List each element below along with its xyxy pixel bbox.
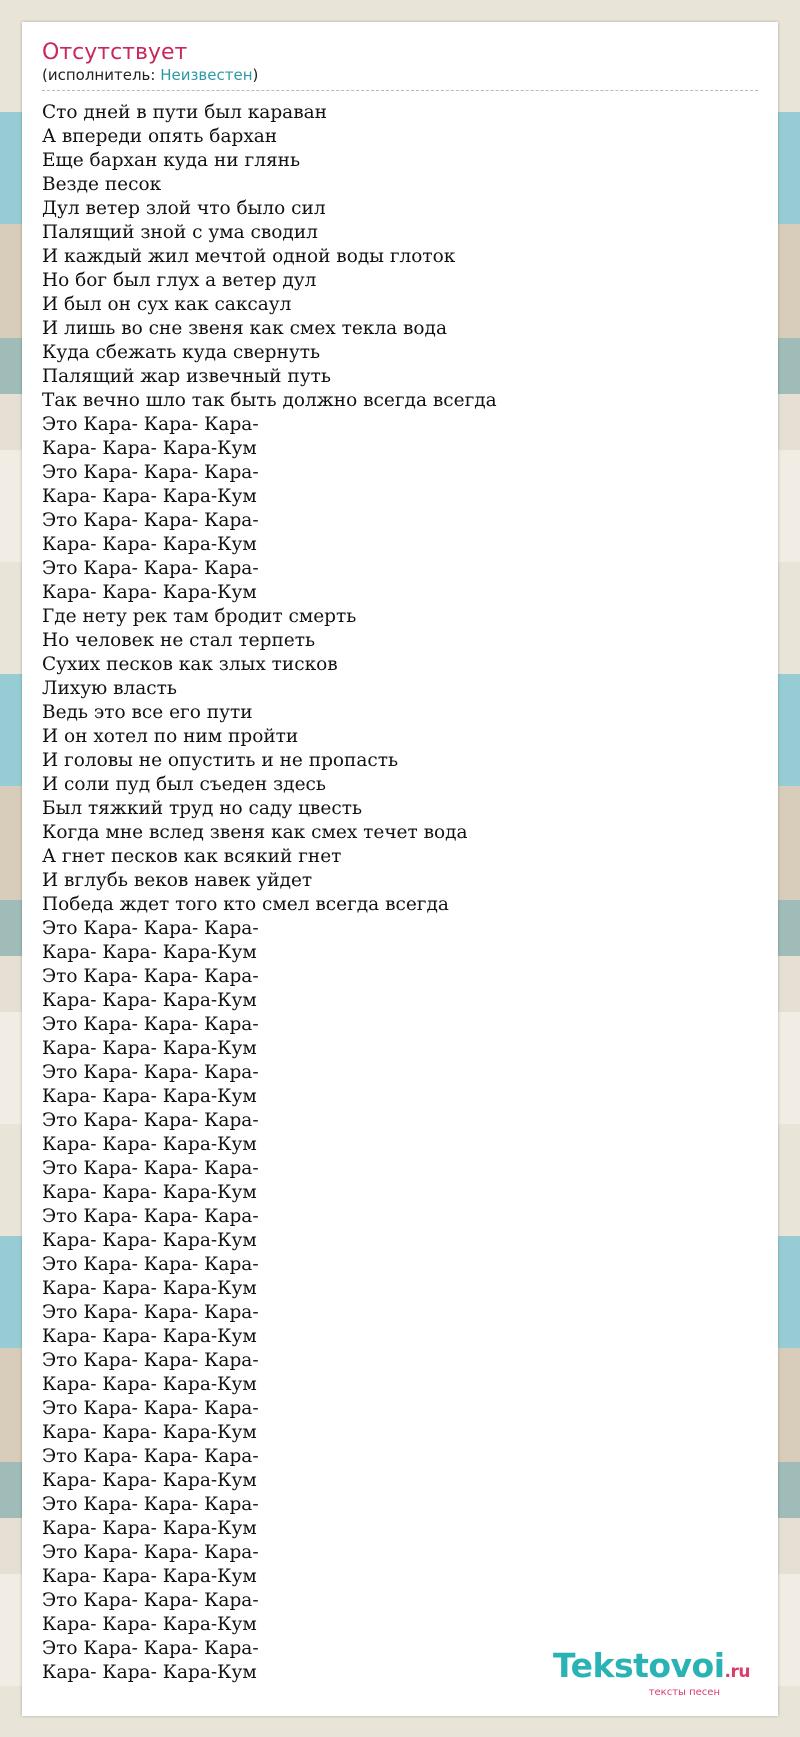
lyric-line: Везде песок <box>42 174 162 195</box>
lyric-line: Палящий жар извечный путь <box>42 366 331 387</box>
lyric-line: Это Кара- Кара- Кара- <box>42 1014 259 1035</box>
song-title: Отсутствует <box>42 40 188 65</box>
lyric-line: Но бог был глух а ветер дул <box>42 270 317 291</box>
lyric-line: Кара- Кара- Кара-Кум <box>42 1614 257 1635</box>
lyric-line: Это Кара- Кара- Кара- <box>42 1062 259 1083</box>
lyric-line: Палящий зной с ума сводил <box>42 222 318 243</box>
lyric-line: Это Кара- Кара- Кара- <box>42 1206 259 1227</box>
lyric-line: Сухих песков как злых тисков <box>42 654 338 675</box>
lyric-line: И вглубь веков навек уйдет <box>42 870 313 891</box>
lyric-line: Дул ветер злой что было сил <box>42 198 326 219</box>
lyrics-card <box>22 22 778 1716</box>
artist-prefix: (исполнитель: <box>42 66 161 84</box>
lyric-line: Это Кара- Кара- Кара- <box>42 966 259 987</box>
lyric-line: Это Кара- Кара- Кара- <box>42 918 259 939</box>
site-logo[interactable] <box>553 1646 750 1698</box>
lyric-line: Так вечно шло так быть должно всегда всегда <box>42 390 497 411</box>
lyric-line: Кара- Кара- Кара-Кум <box>42 1326 257 1347</box>
lyric-line: Еще бархан куда ни глянь <box>42 150 301 171</box>
lyric-line: Это Кара- Кара- Кара- <box>42 1110 259 1131</box>
lyrics-text <box>42 101 758 1685</box>
lyric-line: И лишь во сне звеня как смех текла вода <box>42 318 447 339</box>
lyric-line: Это Кара- Кара- Кара- <box>42 462 259 483</box>
lyric-line: Где нету рек там бродит смерть <box>42 606 357 627</box>
lyric-line: Это Кара- Кара- Кара- <box>42 558 259 579</box>
lyric-line: Кара- Кара- Кара-Кум <box>42 1182 257 1203</box>
lyric-line: Кара- Кара- Кара-Кум <box>42 1230 257 1251</box>
lyric-line: Кара- Кара- Кара-Кум <box>42 1278 257 1299</box>
lyric-line: Был тяжкий труд но саду цвесть <box>42 798 363 819</box>
lyric-line: Кара- Кара- Кара-Кум <box>42 534 257 555</box>
song-header <box>42 40 758 91</box>
lyric-line: Кара- Кара- Кара-Кум <box>42 990 257 1011</box>
lyric-line: Это Кара- Кара- Кара- <box>42 1254 259 1275</box>
lyric-line: Кара- Кара- Кара-Кум <box>42 486 257 507</box>
lyric-line: Это Кара- Кара- Кара- <box>42 1494 259 1515</box>
lyric-line: Кара- Кара- Кара-Кум <box>42 1038 257 1059</box>
logo-tld: .ru <box>724 1662 750 1682</box>
lyric-line: Кара- Кара- Кара-Кум <box>42 1518 257 1539</box>
lyric-line: Сто дней в пути был караван <box>42 102 327 123</box>
lyric-line: Ведь это все его пути <box>42 702 253 723</box>
lyric-line: Это Кара- Кара- Кара- <box>42 1590 259 1611</box>
lyric-line: Кара- Кара- Кара-Кум <box>42 1470 257 1491</box>
lyric-line: Это Кара- Кара- Кара- <box>42 1542 259 1563</box>
lyric-line: Это Кара- Кара- Кара- <box>42 1446 259 1467</box>
lyric-line: Кара- Кара- Кара-Кум <box>42 1134 257 1155</box>
lyric-line: Кара- Кара- Кара-Кум <box>42 1086 257 1107</box>
lyric-line: Кара- Кара- Кара-Кум <box>42 1422 257 1443</box>
lyric-line: Это Кара- Кара- Кара- <box>42 1638 259 1659</box>
lyric-line: А гнет песков как всякий гнет <box>42 846 342 867</box>
lyric-line: Это Кара- Кара- Кара- <box>42 510 259 531</box>
lyric-line: Это Кара- Кара- Кара- <box>42 1350 259 1371</box>
artist-suffix: ) <box>252 66 259 84</box>
lyric-line: Кара- Кара- Кара-Кум <box>42 438 257 459</box>
logo-name: Tekstovoi <box>553 1646 725 1685</box>
lyric-line: Кара- Кара- Кара-Кум <box>42 582 257 603</box>
lyric-line: А впереди опять бархан <box>42 126 278 147</box>
lyric-line: Это Кара- Кара- Кара- <box>42 1302 259 1323</box>
lyric-line: И он хотел по ним пройти <box>42 726 299 747</box>
lyric-line: Но человек не стал терпеть <box>42 630 316 651</box>
lyric-line: И головы не опустить и не пропасть <box>42 750 399 771</box>
artist-link[interactable]: Неизвестен <box>160 66 253 84</box>
lyric-line: Кара- Кара- Кара-Кум <box>42 1662 257 1683</box>
lyric-line: И каждый жил мечтой одной воды глоток <box>42 246 456 267</box>
lyric-line: Кара- Кара- Кара-Кум <box>42 1566 257 1587</box>
logo-wordmark <box>553 1646 750 1689</box>
lyric-line: Кара- Кара- Кара-Кум <box>42 1374 257 1395</box>
artist-line <box>42 66 758 84</box>
lyric-line: Победа ждет того кто смел всегда всегда <box>42 894 449 915</box>
lyric-line: Когда мне вслед звеня как смех течет вода <box>42 822 468 843</box>
logo-tagline: тексты песен <box>648 1687 720 1698</box>
lyric-line: Куда сбежать куда свернуть <box>42 342 321 363</box>
lyric-line: И был он сух как саксаул <box>42 294 292 315</box>
lyric-line: Это Кара- Кара- Кара- <box>42 1398 259 1419</box>
lyric-line: Это Кара- Кара- Кара- <box>42 414 259 435</box>
lyric-line: Кара- Кара- Кара-Кум <box>42 942 257 963</box>
lyric-line: И соли пуд был съеден здесь <box>42 774 326 795</box>
lyric-line: Это Кара- Кара- Кара- <box>42 1158 259 1179</box>
lyric-line: Лихую власть <box>42 678 177 699</box>
